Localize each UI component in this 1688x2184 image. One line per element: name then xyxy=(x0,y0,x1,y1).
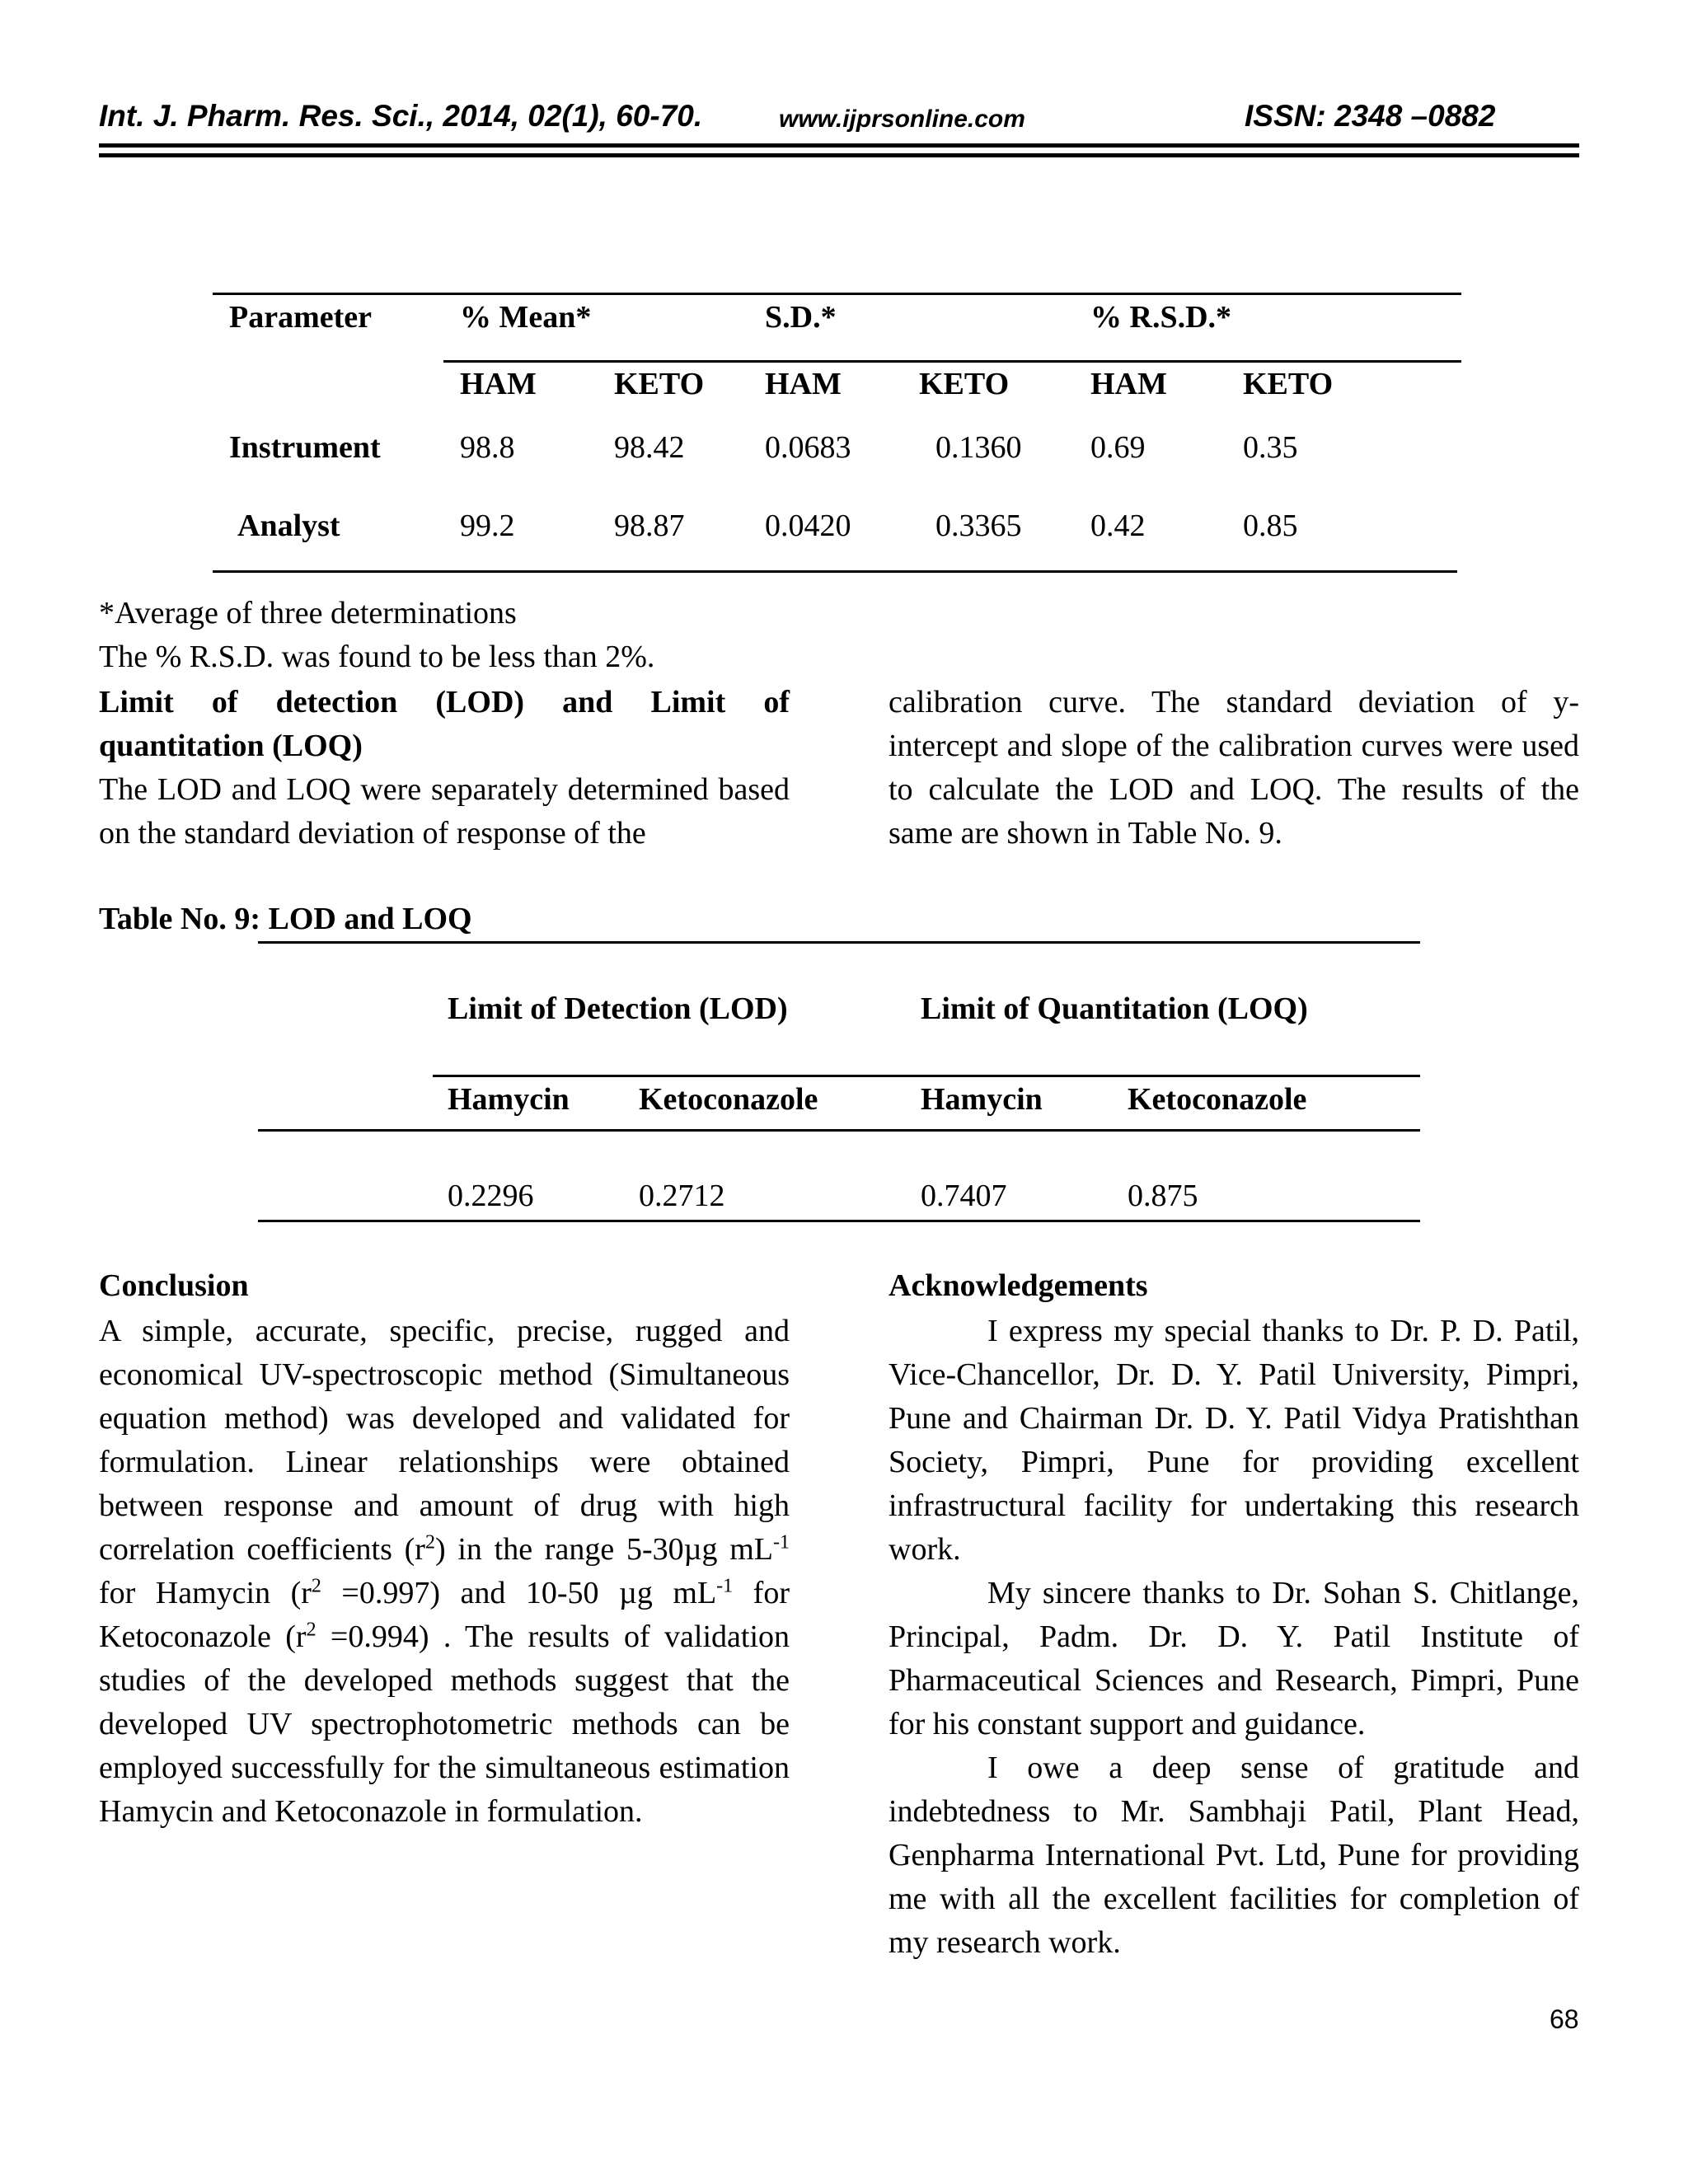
header-double-rule xyxy=(99,138,1579,165)
table-subheader: Ketoconazole xyxy=(1128,1082,1307,1117)
ack-paragraph: My sincere thanks to Dr. Sohan S. Chitlange, Principal, Padm. Dr. D. Y. Patil Institute of Pharmaceutical Sciences and Research, Pimpri, Pune for his constant support and guidance. xyxy=(889,1576,1579,1741)
table-header-parameter: Parameter xyxy=(229,300,372,335)
rsd-note: The % R.S.D. was found to be less than 2%. xyxy=(99,640,655,674)
table-cell: 99.2 xyxy=(460,509,515,543)
journal-citation: Int. J. Pharm. Res. Sci., 2014, 02(1), 60-70. xyxy=(99,99,703,133)
lod-heading-line1: Limit of detection (LOD) and Limit of xyxy=(99,685,790,719)
table-subheader: Hamycin xyxy=(921,1082,1043,1117)
lod-right-text: calibration curve. The standard deviation of y-intercept and slope of the calibration curves were used to calculate the LOD and LOQ. The results of the same are shown in Table No. 9. xyxy=(889,685,1579,851)
acknowledgements-heading: Acknowledgements xyxy=(889,1268,1148,1303)
table-cell: 98.87 xyxy=(614,509,685,543)
table-top-rule xyxy=(213,293,1461,295)
table-subheader-rule xyxy=(443,360,1461,363)
journal-website: www.ijprsonline.com xyxy=(779,105,1025,133)
acknowledgements-text xyxy=(889,1310,1579,1965)
conclusion-heading: Conclusion xyxy=(99,1268,249,1303)
table-cell: 98.42 xyxy=(614,430,685,465)
table-header-rule xyxy=(258,1129,1420,1132)
table-footnote: *Average of three determinations xyxy=(99,596,517,630)
table-subheader: HAM xyxy=(1090,367,1167,401)
lod-left-text: The LOD and LOQ were separately determined based on the standard deviation of response of the xyxy=(99,772,790,851)
row-label: Analyst xyxy=(237,509,340,543)
table-cell: 0.85 xyxy=(1243,509,1298,543)
table-cell: 0.2712 xyxy=(639,1179,725,1213)
table-cell: 0.42 xyxy=(1090,509,1146,543)
table-cell: 0.3365 xyxy=(935,509,1022,543)
table-subheader: KETO xyxy=(1243,367,1334,401)
conclusion-text: A simple, accurate, specific, precise, rugged and economical UV-spectroscopic method (Simultaneous equation method) was developed and validated for formulation. Linear relationships were obtained between response and amount of drug with high correlation coefficients $(r^2)$ in the range 5-30µg $mL^{-1}$ for Hamycin $(r^2 =0.997)$ and 10-50 µg $mL^{-1}$ for Ketoconazole $(r^2 =0.994)$ . The results of validation studies of the developed methods suggest that the developed UV spectrophotometric methods can be employed successfully for the simultaneous estimation Hamycin and Ketoconazole in formulation. xyxy=(99,1314,790,1829)
ack-paragraph: I express my special thanks to Dr. P. D. Patil, Vice-Chancellor, Dr. D. Y. Patil University, Pimpri, Pune and Chairman Dr. D. Y. Patil Vidya Pratishthan Society, Pimpri, Pune for providing excellent infrastructural facility for undertaking this research work. xyxy=(889,1314,1579,1567)
table-subheader: KETO xyxy=(614,367,705,401)
table-subheader: HAM xyxy=(765,367,842,401)
table-cell: 0.0683 xyxy=(765,430,851,465)
table-cell: 0.875 xyxy=(1128,1179,1198,1213)
row-label: Instrument xyxy=(229,430,381,465)
table-top-rule xyxy=(258,941,1420,944)
table-cell: 98.8 xyxy=(460,430,515,465)
table-cell: 0.69 xyxy=(1090,430,1146,465)
table-caption: Table No. 9: LOD and LOQ xyxy=(99,902,472,936)
table-bottom-rule xyxy=(258,1220,1420,1222)
table-subheader-rule xyxy=(433,1075,1420,1077)
group-header-loq: Limit of Quantitation (LOQ) xyxy=(921,991,1308,1026)
table-header-mean: % Mean* xyxy=(460,300,592,335)
journal-issn: ISSN: 2348 –0882 xyxy=(1245,99,1496,133)
table-cell: 0.35 xyxy=(1243,430,1298,465)
table-subheader: KETO xyxy=(919,367,1010,401)
table-cell: 0.1360 xyxy=(935,430,1022,465)
table-cell: 0.7407 xyxy=(921,1179,1007,1213)
page-number: 68 xyxy=(1550,2004,1579,2034)
table-cell: 0.0420 xyxy=(765,509,851,543)
table-subheader: Ketoconazole xyxy=(639,1082,818,1117)
table-cell: 0.2296 xyxy=(448,1179,534,1213)
table-header-rsd: % R.S.D.* xyxy=(1090,300,1232,335)
table-subheader: HAM xyxy=(460,367,537,401)
group-header-lod: Limit of Detection (LOD) xyxy=(448,991,788,1026)
lod-heading-line2: quantitation (LOQ) xyxy=(99,729,363,763)
table-bottom-rule xyxy=(213,570,1457,573)
ack-paragraph: I owe a deep sense of gratitude and indebtedness to Mr. Sambhaji Patil, Plant Head, Genpharma International Pvt. Ltd, Pune for providing me with all the excellent facilities for completion of my research work. xyxy=(889,1750,1579,1960)
table-header-sd: S.D.* xyxy=(765,300,837,335)
table-subheader: Hamycin xyxy=(448,1082,570,1117)
